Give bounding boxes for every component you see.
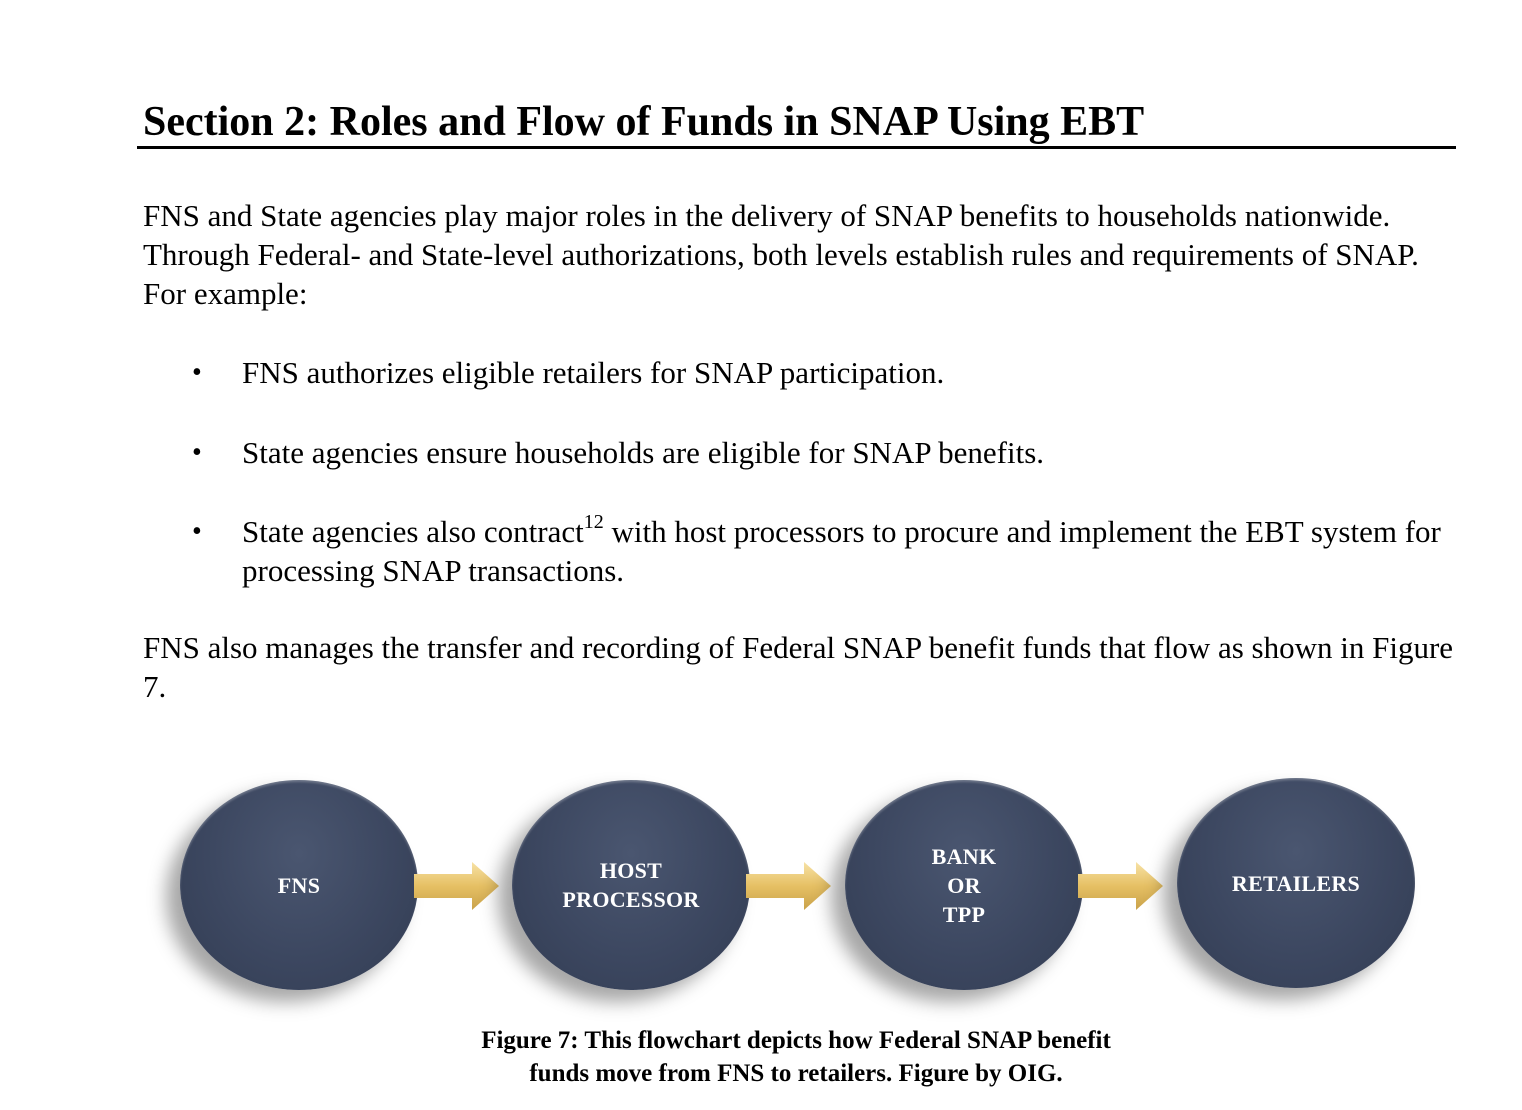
intro-paragraph: FNS and State agencies play major roles in the delivery of SNAP benefits to households nationwide. Through Federal- and State-level authorizations, both levels establish rules and requirements of SNAP. For example: <box>143 198 1419 311</box>
bullet-item-retailers: FNS authorizes eligible retailers for SNAP participation. <box>242 355 945 390</box>
bullet-marker: • <box>192 516 202 547</box>
closing-paragraph: FNS also manages the transfer and recording of Federal SNAP benefit funds that flow as shown in Figure 7. <box>143 630 1454 704</box>
flow-node-host-processor: HOST PROCESSOR <box>512 780 750 990</box>
bullet-text-end: with host processors to procure and implement the EBT system for processing SNAP transactions. <box>242 514 1441 588</box>
flow-arrow-right-icon <box>414 861 500 911</box>
bullet-item-households: State agencies ensure households are eligible for SNAP benefits. <box>242 435 1045 470</box>
bullet-item-host-processors <box>242 512 1442 590</box>
flow-node-fns: FNS <box>180 780 418 990</box>
flow-node-retailers: RETAILERS <box>1177 778 1415 988</box>
footnote-reference[interactable]: 12 <box>583 510 604 533</box>
heading-underline <box>137 146 1456 149</box>
flow-node-bank-or-tpp: BANK OR TPP <box>845 780 1083 990</box>
section-heading: Section 2: Roles and Flow of Funds in SNAP Using EBT <box>143 99 1145 145</box>
flow-arrow-right-icon <box>746 861 832 911</box>
flow-arrow-right-icon <box>1078 861 1164 911</box>
funds-flowchart <box>0 760 1522 1020</box>
bullet-text-start: State agencies also contract <box>242 514 584 549</box>
bullet-marker: • <box>192 437 202 468</box>
figure-caption: Figure 7: This flowchart depicts how Federal SNAP benefit funds move from FNS to retailers. Figure by OIG. <box>481 1027 1111 1087</box>
bullet-marker: • <box>192 357 202 388</box>
